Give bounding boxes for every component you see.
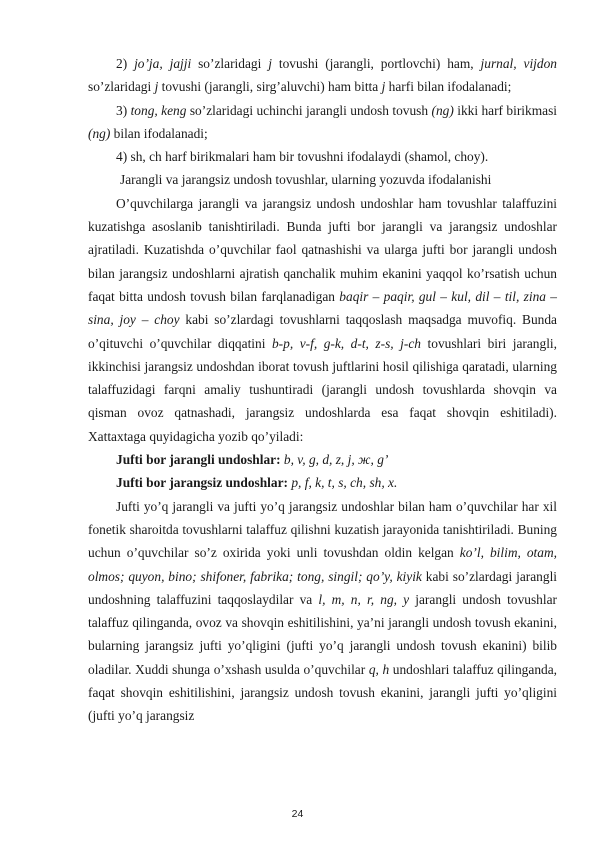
list-value: b, v, g, d, z, j, ж, g’ xyxy=(280,452,389,468)
paragraph-item-2 xyxy=(88,52,557,99)
document-page xyxy=(88,52,557,728)
example-words: ko’l, bilim, otam, olmos; quyon, bino; shifoner, fabrika; tong, singil; qo’y, kiyik xyxy=(88,545,557,584)
letter-list: q, h xyxy=(368,661,390,677)
text: 2) xyxy=(116,56,135,71)
paragraph-item-3 xyxy=(88,99,557,146)
text: so’zlaridagi uchinchi jarangli undosh tovush xyxy=(186,102,432,118)
text: 3) xyxy=(116,102,131,118)
text: kabi so’zlardagi jarangli undoshning talaffuzini taqqoslaydilar va xyxy=(88,568,558,607)
paragraph-body-1 xyxy=(88,192,557,448)
section-heading: Jarangli va jarangsiz undosh tovushlar, ularning yozuvda ifodalanishi xyxy=(120,172,492,188)
text: bilan ifodalanadi; xyxy=(110,125,208,141)
text: so’zlaridagi xyxy=(191,56,269,71)
example-words: jurnal, vijdon xyxy=(480,56,557,71)
text: tovushi (jarangli, sirg’aluvchi) ham bitta xyxy=(158,79,382,95)
paragraph-body-2 xyxy=(88,495,557,728)
list-voiceless-consonants xyxy=(88,471,557,494)
letter-list: l, m, n, r, ng, y xyxy=(318,591,410,607)
letter: j xyxy=(154,79,159,95)
letter: j xyxy=(268,56,272,71)
example-words: tong, keng xyxy=(130,102,187,118)
text: kabi so’zlardagi tovushlarni taqqoslash maqsadga muvofiq. Bunda o’qituvchi o’quvchilar diqqatini xyxy=(88,312,557,351)
text: tovushlari biri jarangli, ikkinchisi jarangsiz undoshdan iborat tovush juftlarini hosil qilishiga qaratadi, ularning talaffuzidagi farqni amaliy tushuntiradi (jarangli undosh tovushlarda shovqin va qisman ovoz qatnashadi, jarangsiz undoshlarda esa faqat shovqin eshitiladi). Xattaxtaga quyidagicha yozib qo’yiladi: xyxy=(88,335,557,444)
letter-pairs: b-p, v-f, g-k, d-t, z-s, j-ch xyxy=(271,335,421,351)
text: O’quvchilarga jarangli va jarangsiz undosh undoshlar ham tovushlar talaffuzini kuzatishga asoslanib tanishtiriladi. Bunda jufti bor jarangli va jarangsiz undoshlar ajratiladi. Kuzatishda o’quvchilar faol qatnashishi va ularga jufti bor jarangli undosh bilan jarangsiz undoshlarni ajratish qanchalik muhim ekanini yaqqol ko’rsatish uchun faqat bitta undosh tovush bilan farqlanadigan xyxy=(88,195,557,304)
text: Jufti yo’q jarangli va jufti yo’q jarangsiz undoshlar bilan ham o’quvchilar har xil fonetik sharoitda tovushlarni talaffuz qilishni kuzatish jarayonida tanishtiriladi. Buning uchun o’quvchilar so’z oxirida yoki unli tovushdan oldin kelgan xyxy=(88,498,557,561)
list-voiced-consonants xyxy=(88,448,557,471)
letter: j xyxy=(381,79,386,95)
text: jarangli undosh tovushlar talaffuz qilinganda, ovoz va shovqin eshitilishini, ya’ni jarangli undosh tovush ekanini, bularning jarangsiz jufti yo’qligini (jufti yo’q jarangli undosh tovush ekanini) bilib oladilar. Xuddi shunga o’xshash usulda o’quvchilar xyxy=(88,591,557,677)
text: so’zlaridagi xyxy=(88,79,155,95)
paragraph-item-4: 4) sh, ch harf birikmalari ham bir tovushni ifodalaydi (shamol, choy). xyxy=(116,149,489,165)
page-number: 24 xyxy=(291,808,304,820)
text: harfi bilan ifodalanadi; xyxy=(385,79,512,95)
list-label: Jufti bor jarangli undoshlar: xyxy=(116,452,281,468)
text: ikki harf birikmasi xyxy=(453,102,558,118)
text: tovushi (jarangli, portlovchi) ham, xyxy=(271,56,481,71)
list-label: Jufti bor jarangsiz undoshlar: xyxy=(116,475,288,491)
example-words: jo’ja, jajji xyxy=(134,56,192,71)
letter: (ng) xyxy=(88,125,111,141)
text: undoshlari talaffuz qilinganda, faqat shovqin eshitilishini, jarangsiz undosh tovush ekanini, jarangli jufti yo’qligini (jufti yo’q jarangsiz xyxy=(88,661,557,724)
example-words: baqir – paqir, gul – kul, dil – til, zina – sina, joy – choy xyxy=(88,288,557,328)
letter: (ng) xyxy=(431,102,454,118)
list-value: p, f, k, t, s, ch, sh, x. xyxy=(288,475,398,491)
